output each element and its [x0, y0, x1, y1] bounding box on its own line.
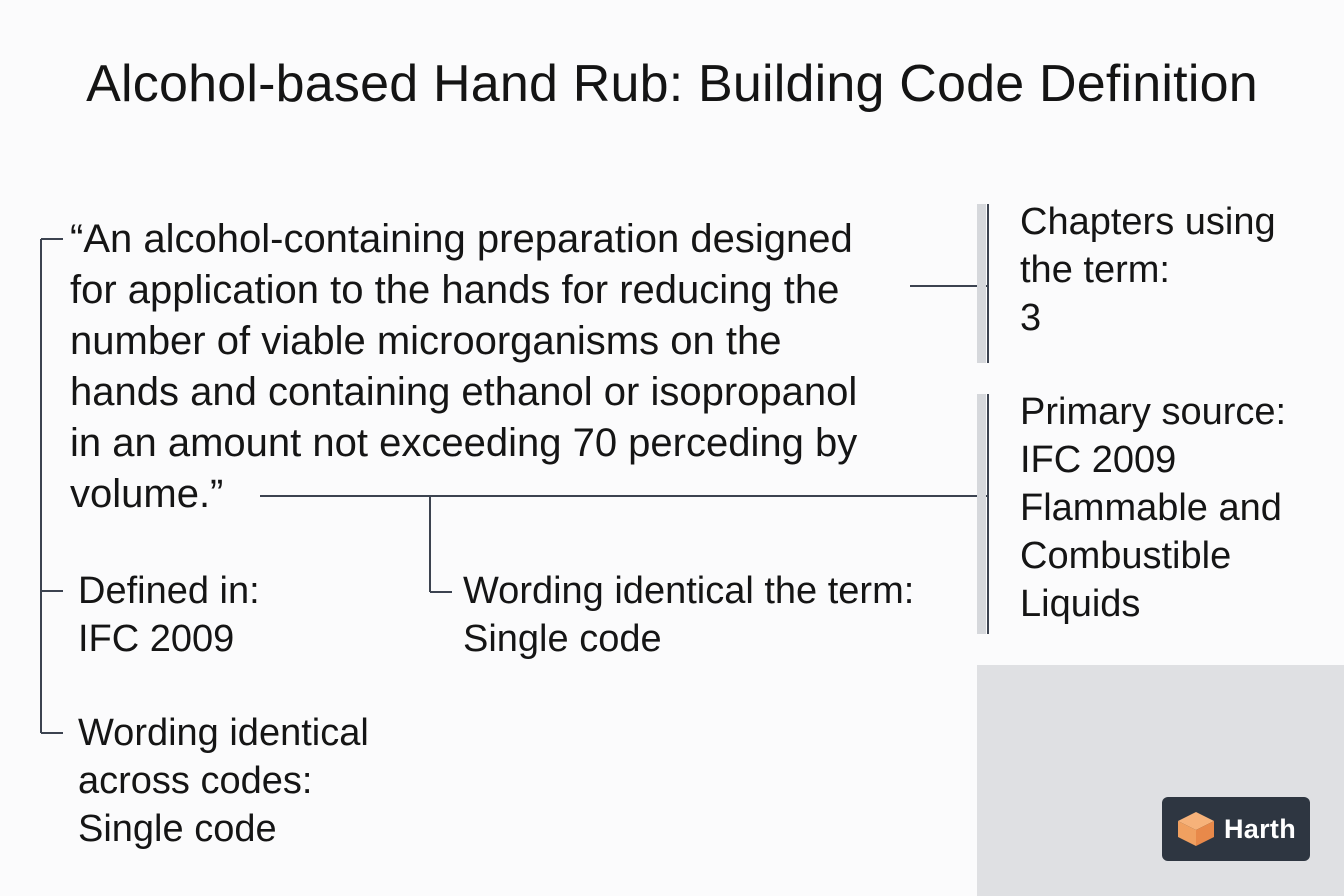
chapters-bar-shade — [977, 204, 986, 363]
chapters-label-1: Chapters using — [1020, 201, 1276, 243]
wording-term-label: Wording identical the term: — [463, 570, 915, 612]
wording-across-codes-value: Single code — [78, 808, 277, 850]
primary-source-value-3: Combustible — [1020, 535, 1232, 577]
chapters-block — [1020, 198, 1276, 342]
primary-source-value-4: Liquids — [1020, 583, 1141, 625]
wording-term-value: Single code — [463, 618, 662, 660]
primary-source-label: Primary source: — [1020, 391, 1287, 433]
page-title: Alcohol-based Hand Rub: Building Code Definition — [86, 55, 1258, 113]
wording-across-codes-label-1: Wording identical — [78, 712, 369, 754]
chapters-label-2: the term: — [1020, 249, 1170, 291]
defined-in-label: Defined in: — [78, 570, 260, 612]
defined-in-block — [78, 567, 260, 663]
wording-across-codes-block — [78, 709, 369, 853]
harth-logo — [1162, 797, 1310, 861]
wording-term-block — [463, 567, 914, 663]
definition-quote: “An alcohol-containing preparation designed for application to the hands for reducing the number of viable microorganisms on the hands and containing ethanol or isopropanol in an amount not exceeding 70 perceding by volume.” — [70, 217, 858, 516]
source-bar-shade — [977, 394, 986, 634]
primary-source-value-1: IFC 2009 — [1020, 439, 1177, 481]
primary-source-block — [1020, 388, 1286, 628]
defined-in-value: IFC 2009 — [78, 618, 235, 660]
cube-icon — [1176, 810, 1216, 848]
primary-source-value-2: Flammable and — [1020, 487, 1282, 529]
chapters-value: 3 — [1020, 297, 1042, 339]
wording-across-codes-label-2: across codes: — [78, 760, 313, 802]
corner-panel — [977, 665, 1344, 896]
logo-text: Harth — [1224, 813, 1297, 844]
